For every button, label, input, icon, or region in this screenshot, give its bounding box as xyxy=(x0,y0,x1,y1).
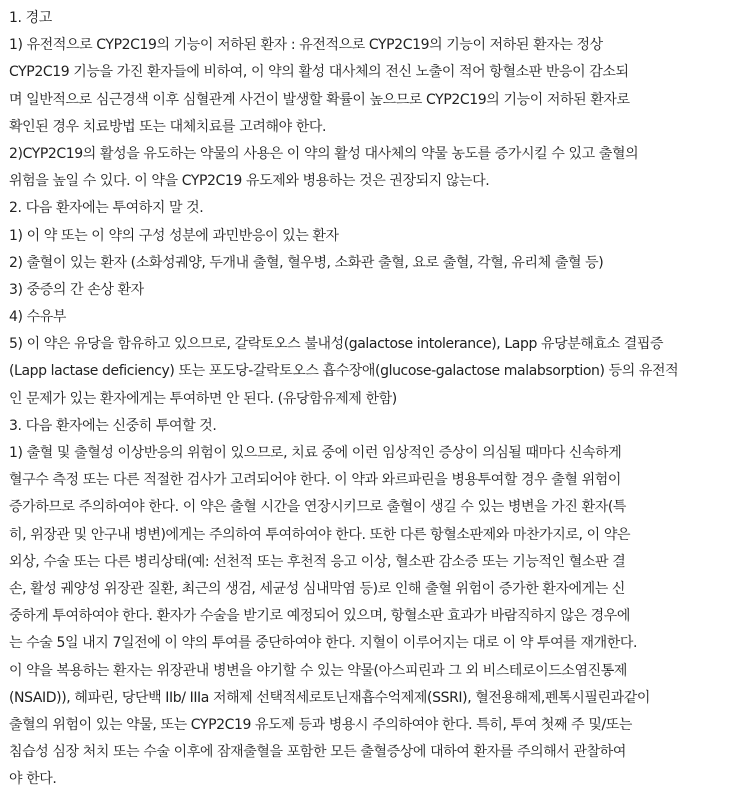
text-line: 4) 수유부 xyxy=(9,309,66,326)
text-line: 침습성 심장 처치 또는 수술 이후에 잠재출혈을 포함한 모든 출혈증상에 대하여 환자를 주의해서 관찰하여 xyxy=(9,744,626,761)
text-line: (Lapp lactase deficiency) 또는 포도당-갈락토오스 흡수장애(glucose-galactose malabsorption) 등의 유전적 xyxy=(9,363,679,380)
text-line: 야 한다. xyxy=(9,771,57,788)
text-line: 2)CYP2C19의 활성을 유도하는 약물의 사용은 이 약의 활성 대사체의 약물 농도를 증가시킬 수 있고 출혈의 xyxy=(9,145,639,162)
text-line: 1) 이 약 또는 이 약의 구성 성분에 과민반응이 있는 환자 xyxy=(9,227,339,244)
text-line: 며 일반적으로 심근경색 이후 심혈관계 사건이 발생할 확률이 높으므로 CYP2C19의 기능이 저하된 환자로 xyxy=(9,91,630,108)
text-line: 2) 출혈이 있는 환자 (소화성궤양, 두개내 출혈, 혈우병, 소화관 출혈, 요로 출혈, 각혈, 유리체 출혈 등) xyxy=(9,254,604,271)
text-line: (NSAID)), 헤파린, 당단백 IIb/ IIIa 저해제 선택적세로토닌재흡수억제제(SSRI), 혈전용해제,펜톡시필린과같이 xyxy=(9,689,650,706)
text-line: 5) 이 약은 유당을 함유하고 있으므로, 갈락토오스 불내성(galactose intolerance), Lapp 유당분해효소 결핍증 xyxy=(9,336,664,353)
text-line: 확인된 경우 치료방법 또는 대체치료를 고려해야 한다. xyxy=(9,118,327,135)
text-line: 손, 활성 궤양성 위장관 질환, 최근의 생검, 세균성 심내막염 등)로 인해 출혈 위험이 증가한 환자에게는 신 xyxy=(9,580,626,597)
section-heading-contraindications: 2. 다음 환자에는 투여하지 말 것. xyxy=(9,200,204,217)
text-line: 1) 출혈 및 출혈성 이상반응의 위험이 있으므로, 치료 중에 이런 임상적인 증상이 의심될 때마다 신속하게 xyxy=(9,445,622,461)
text-line: 는 수술 5일 내지 7일전에 이 약의 투여를 중단하여야 한다. 지혈이 이루어지는 대로 이 약 투여를 재개한다. xyxy=(9,635,637,652)
text-line: 혈구수 측정 또는 다른 적절한 검사가 고려되어야 한다. 이 약과 와르파린을 병용투여할 경우 출혈 위험이 xyxy=(9,472,621,489)
text-line: 히, 위장관 및 안구내 병변)에게는 주의하여 투여하여야 한다. 또한 다른 항혈소판제와 마찬가지로, 이 약은 xyxy=(9,526,631,543)
text-line: CYP2C19 기능을 가진 환자들에 비하여, 이 약의 활성 대사체의 전신 노출이 적어 항혈소판 반응이 감소되 xyxy=(9,64,629,81)
text-line: 3) 중증의 간 손상 환자 xyxy=(9,281,144,298)
text-line: 인 문제가 있는 환자에게는 투여하면 안 된다. (유당함유제제 한함) xyxy=(9,390,397,407)
text-line: 증가하므로 주의하여야 한다. 이 약은 출혈 시간을 연장시키므로 출혈이 생길 수 있는 병변을 가진 환자(특 xyxy=(9,499,627,516)
text-line: 이 약을 복용하는 환자는 위장관내 병변을 야기할 수 있는 약물(아스피린과 그 외 비스테로이드소염진통제 xyxy=(9,662,627,679)
section-heading-precautions: 3. 다음 환자에는 신중히 투여할 것. xyxy=(9,417,217,434)
text-line: 중하게 투여하여야 한다. 환자가 수술을 받기로 예정되어 있으며, 항혈소판 효과가 바람직하지 않은 경우에 xyxy=(9,608,631,625)
text-line: 외상, 수술 또는 다른 병리상태(예: 선천적 또는 후천적 응고 이상, 혈소판 감소증 또는 기능적인 혈소판 결 xyxy=(9,553,626,570)
section-heading-warning: 1. 경고 xyxy=(9,10,52,26)
text-line: 1) 유전적으로 CYP2C19의 기능이 저하된 환자 : 유전적으로 CYP2C19의 기능이 저하된 환자는 정상 xyxy=(9,37,603,54)
text-line: 출혈의 위험이 있는 약물, 또는 CYP2C19 유도제 등과 병용시 주의하여야 한다. 특히, 투여 첫째 주 및/또는 xyxy=(9,716,633,733)
text-line: 위험을 높일 수 있다. 이 약을 CYP2C19 유도제와 병용하는 것은 권장되지 않는다. xyxy=(9,173,490,190)
